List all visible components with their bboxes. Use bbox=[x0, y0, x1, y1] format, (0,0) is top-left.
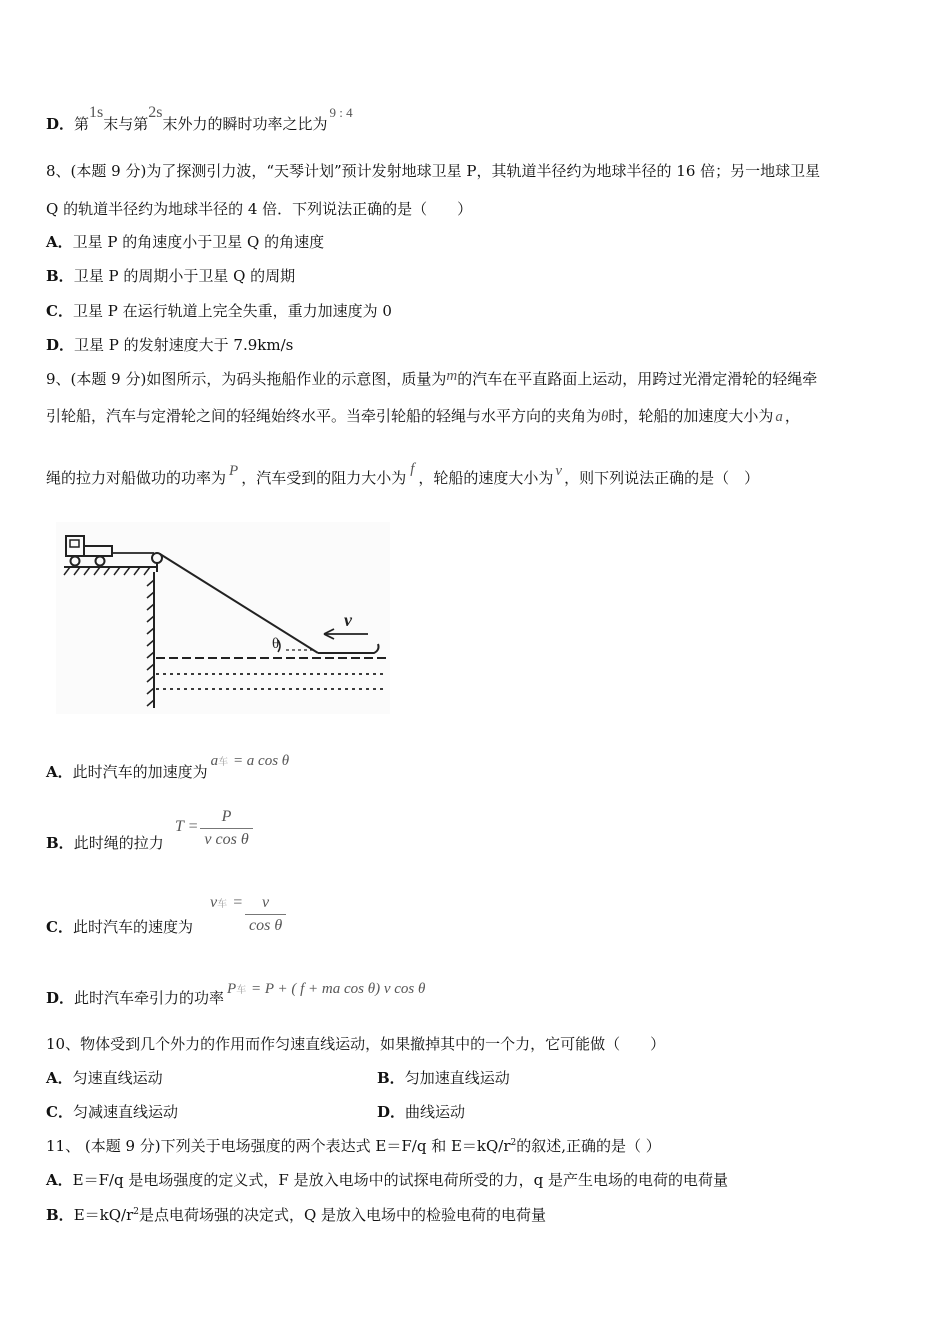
q11-stem-a: 11、 (本题 9 分)下列关于电场强度的两个表达式 E＝F/q 和 E＝kQ/r bbox=[46, 1137, 511, 1155]
q8-stem-line1: 8、(本题 9 分)为了探测引力波，“天琴计划”预计发射地球卫星 P，其轨道半径约为地球半径的 16 倍；另一地球卫星 bbox=[46, 162, 821, 180]
q8-option-c-text: 卫星 P 在运行轨道上完全失重，重力加速度为 0 bbox=[72, 302, 392, 320]
q9-option-a-lhs: a bbox=[210, 753, 219, 769]
q7-option-d-t2: 2s bbox=[148, 104, 163, 121]
q8-option-b bbox=[46, 266, 295, 286]
theta-label: θ bbox=[272, 636, 280, 652]
q11-option-a-text: E＝F/q 是电场强度的定义式，F 是放入电场中的试探电荷所受的力，q 是产生电场的电荷的电荷量 bbox=[72, 1171, 728, 1189]
q11-option-b-text-a: E＝kQ/r bbox=[73, 1206, 134, 1224]
q9-symbol-v: v bbox=[555, 463, 563, 479]
q9-option-d-lhs: P bbox=[227, 981, 237, 997]
q9-stem-line3 bbox=[46, 461, 760, 489]
q11-stem bbox=[46, 1136, 661, 1156]
q9-stem-line2-c: ， bbox=[784, 407, 800, 425]
q10-option-d-label: D． bbox=[377, 1103, 406, 1121]
q8-option-d-label: D． bbox=[46, 336, 75, 354]
q8-option-b-text: 卫星 P 的周期小于卫星 Q 的周期 bbox=[73, 267, 296, 285]
q8-option-c-label: C． bbox=[46, 302, 73, 320]
q10-option-c bbox=[46, 1102, 178, 1122]
q9-option-c bbox=[46, 917, 193, 937]
q11-option-b-text-b: 是点电荷场强的决定式，Q 是放入电场中的检验电荷的电荷量 bbox=[138, 1206, 547, 1224]
q10-option-c-label: C． bbox=[46, 1103, 73, 1121]
q10-option-b-label: B． bbox=[377, 1069, 405, 1087]
q9-stem-line3-a: 绳的拉力对船做功的功率为 bbox=[46, 469, 227, 487]
q9-option-d-text: 此时汽车牵引力的功率 bbox=[74, 989, 225, 1007]
q10-option-a-text: 匀速直线运动 bbox=[72, 1069, 163, 1087]
q8-option-a bbox=[46, 232, 324, 252]
q9-option-c-eq: = bbox=[232, 894, 243, 911]
q9-option-d bbox=[46, 981, 426, 1011]
q10-option-d bbox=[377, 1102, 465, 1122]
q9-option-c-num: v bbox=[245, 892, 286, 915]
q9-stem-line1 bbox=[46, 369, 817, 390]
q11-option-b bbox=[46, 1205, 546, 1225]
q9-option-a-label: A． bbox=[46, 763, 73, 781]
q9-option-b-den: v cos θ bbox=[204, 831, 249, 848]
q9-stem-line1-a: 9、(本题 9 分)如图所示，为码头拖船作业的示意图，质量为 bbox=[46, 370, 447, 388]
q9-stem-line2-b: 时，轮船的加速度大小为 bbox=[608, 407, 774, 425]
q10-option-a bbox=[46, 1068, 163, 1088]
q9-option-d-sub: 车 bbox=[236, 985, 247, 996]
q10-option-b-text: 匀加速直线运动 bbox=[404, 1069, 510, 1087]
q7-option-d-label: D． bbox=[46, 115, 75, 133]
q9-symbol-f: f bbox=[410, 461, 415, 477]
q9-symbol-m: m bbox=[446, 368, 458, 384]
q11-stem-sup: 2 bbox=[510, 1138, 517, 1148]
q8-option-d bbox=[46, 335, 293, 355]
q8-option-d-text: 卫星 P 的发射速度大于 7.9km/s bbox=[74, 336, 294, 354]
q9-stem-line3-b: ，汽车受到的阻力大小为 bbox=[241, 469, 407, 487]
q9-option-b-text: 此时绳的拉力 bbox=[73, 834, 164, 852]
q9-option-c-formula bbox=[210, 892, 286, 937]
q9-option-d-rhs: = P + ( f + ma cos θ) v cos θ bbox=[250, 981, 426, 997]
q8-option-b-label: B． bbox=[46, 267, 74, 285]
q9-symbol-theta: θ bbox=[601, 409, 609, 425]
v-label: v bbox=[344, 610, 352, 630]
q7-option-d-text2: 末与第 bbox=[103, 115, 149, 133]
q10-option-c-text: 匀减速直线运动 bbox=[72, 1103, 178, 1121]
q8-option-a-label: A． bbox=[46, 233, 73, 251]
q7-option-d-text3: 末外力的瞬时功率之比为 bbox=[162, 115, 328, 133]
q7-option-d-ratio: 9 : 4 bbox=[329, 105, 353, 120]
q9-option-a-rhs: = a cos θ bbox=[232, 753, 290, 769]
q11-option-a-label: A． bbox=[46, 1171, 73, 1189]
q9-option-b-lhs: T = bbox=[175, 818, 199, 835]
q8-option-a-text: 卫星 P 的角速度小于卫星 Q 的角速度 bbox=[72, 233, 325, 251]
q9-option-c-den: cos θ bbox=[249, 917, 283, 934]
q11-option-b-label: B． bbox=[46, 1206, 74, 1224]
figure-background bbox=[56, 522, 390, 714]
q9-option-c-lhs: v bbox=[210, 894, 218, 911]
q9-option-c-text: 此时汽车的速度为 bbox=[72, 918, 193, 936]
q9-option-d-label: D． bbox=[46, 989, 75, 1007]
q8-option-c bbox=[46, 301, 392, 321]
q11-stem-b: 的叙述,正确的是（ ） bbox=[516, 1137, 661, 1155]
q9-option-a bbox=[46, 753, 290, 785]
q9-symbol-a: a bbox=[775, 409, 783, 425]
q9-option-b bbox=[46, 833, 164, 853]
q9-option-b-formula bbox=[175, 806, 253, 851]
q9-option-c-label: C． bbox=[46, 918, 73, 936]
q9-symbol-P: P bbox=[229, 463, 239, 479]
tugboat-diagram bbox=[56, 522, 390, 714]
q9-option-a-sub: 车 bbox=[218, 757, 229, 768]
q9-stem-line2-a: 引轮船，汽车与定滑轮之间的轻绳始终水平。当牵引轮船的轻绳与水平方向的夹角为 bbox=[46, 407, 602, 425]
q9-stem-line2 bbox=[46, 406, 800, 427]
q8-stem-line2: Q 的轨道半径约为地球半径的 4 倍．下列说法正确的是（ ） bbox=[46, 200, 473, 218]
q7-option-d bbox=[46, 104, 353, 135]
q7-option-d-t1: 1s bbox=[89, 104, 104, 121]
q9-option-c-sub: 车 bbox=[217, 899, 228, 910]
q7-option-d-text1: 第 bbox=[74, 115, 90, 133]
q9-option-a-text: 此时汽车的加速度为 bbox=[72, 763, 208, 781]
q9-stem-line1-b: 的汽车在平直路面上运动，用跨过光滑定滑轮的轻绳牵 bbox=[457, 370, 818, 388]
q9-stem-line3-c: ，轮船的速度大小为 bbox=[418, 469, 554, 487]
q10-option-d-text: 曲线运动 bbox=[405, 1103, 466, 1121]
q9-stem-line3-d: ，则下列说法正确的是（ ） bbox=[564, 469, 760, 487]
q9-option-b-label: B． bbox=[46, 834, 74, 852]
q10-stem: 10、物体受到几个外力的作用而作匀速直线运动，如果撤掉其中的一个力，它可能做（ ） bbox=[46, 1035, 666, 1053]
q10-option-b bbox=[377, 1068, 510, 1088]
q9-option-b-num: P bbox=[200, 806, 252, 829]
q11-option-b-sup: 2 bbox=[133, 1207, 139, 1217]
q11-option-a bbox=[46, 1170, 728, 1190]
q10-option-a-label: A． bbox=[46, 1069, 73, 1087]
